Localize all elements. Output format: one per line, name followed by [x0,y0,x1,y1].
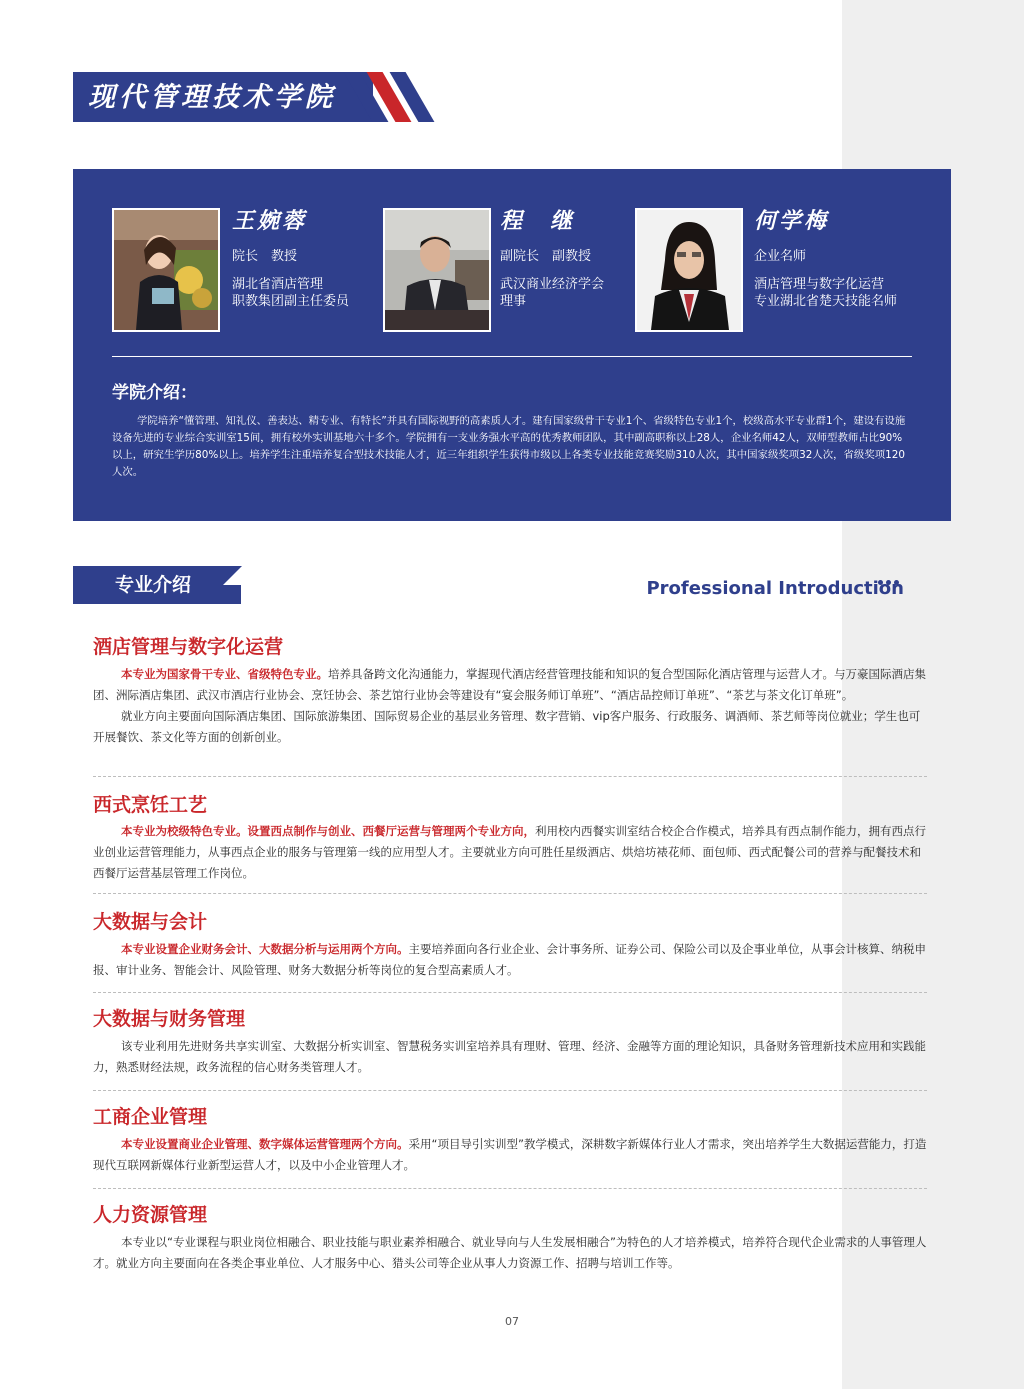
major-body [93,1134,927,1176]
leader-role-2: 副院长 副教授 [500,249,592,264]
major-paragraph [93,1036,927,1078]
major-paragraph [93,821,927,884]
section-title: 专业介绍 [114,574,191,596]
major-paragraph [93,664,927,706]
major-paragraph [93,939,927,981]
leader-role-1: 院长 教授 [232,249,298,264]
major-paragraph [93,1134,927,1176]
leader-title-1a: 湖北省酒店管理 [232,277,324,292]
major-title: 大数据与会计 [93,911,208,933]
major-highlight: 本专业设置商业企业管理、数字媒体运营管理两个方向。 [121,1137,409,1151]
section-title-en: Professional Introduction [646,578,904,599]
major-title: 大数据与财务管理 [93,1008,246,1030]
section-divider [93,893,927,894]
major-title: 西式烹饪工艺 [93,794,208,816]
major-body [93,1232,927,1274]
major-text: 采用“项目导引实训型”教学模式，深耕数字新媒体行业人才需求，突出培养学生大数据运营能力，打造现代互联网新媒体行业新型运营人才，以及中小企业管理人才。 [93,1137,927,1172]
major-body [93,664,927,748]
panel-divider [112,356,912,357]
major-text: 就业方向主要面向国际酒店集团、国际旅游集团、国际贸易企业的基层业务管理、数字营销、vip客户服务、行政服务、调酒师、茶艺师等岗位就业；学生也可开展餐饮、茶文化等方面的创新创业。 [93,709,921,744]
intro-text: 学院培养“懂管理、知礼仪、善表达、精专业、有特长”并具有国际视野的高素质人才。建有国家级骨干专业1个、省级特色专业1个，校级高水平专业群1个，建设有设施设备先进的专业综合实训室15间，拥有校外实训基地六十多个。学院拥有一支业务强水平高的优秀教师团队，其中副高职称以上28人，企业名师42人，双师型教师占比90%以上，研究生学历80%以上。培养学生注重培养复合型技术技能人才，近三年组织学生获得市级以上各类专业技能竞赛奖励310人次，其中国家级奖项32人次，省级奖项120人次。 [112,415,906,478]
leader-title-1b: 职教集团副主任委员 [232,294,350,309]
major-paragraph [93,1232,927,1274]
major-title: 工商企业管理 [93,1106,208,1128]
major-text: 该专业利用先进财务共享实训室、大数据分析实训室、智慧税务实训室培养具有理财、管理、经济、金融等方面的理论知识，具备财务管理新技术应用和实践能力，熟悉财经法规，政务流程的信心财务类管理人才。 [93,1039,926,1074]
leader-title-3a: 酒店管理与数字化运营 [754,277,885,292]
leader-title-2b: 理事 [500,294,527,309]
major-title: 酒店管理与数字化运营 [93,636,284,658]
section-divider [93,992,927,993]
section-divider [93,776,927,777]
major-highlight: 本专业为校级特色专业。设置西点制作与创业、西餐厅运营与管理两个专业方向， [121,824,535,838]
major-body [93,939,927,981]
major-text: 培养具备跨文化沟通能力，掌握现代酒店经营管理技能和知识的复合型国际化酒店管理与运营人才。与万豪国际酒店集团、洲际酒店集团、武汉市酒店行业协会、烹饪协会、茶艺馆行业协会等建设有“宴会服务师订单班”、“酒店品控师订单班”、“茶艺与茶文化订单班”。 [93,667,926,702]
college-title: 现代管理技术学院 [88,82,336,113]
major-body [93,821,927,884]
leader-name-2: 程 继 [500,208,576,234]
leader-name-1: 王婉蓉 [232,208,308,234]
section-divider [93,1188,927,1189]
major-text: 本专业以“专业课程与职业岗位相融合、职业技能与职业素养相融合、就业导向与人生发展相融合”为特色的人才培养模式，培养符合现代企业需求的人事管理人才。就业方向主要面向在各类企事业单位、人才服务中心、猎头公司等企业从事人力资源工作、招聘与培训工作等。 [93,1235,927,1270]
major-paragraph [93,706,927,748]
leader-title-2a: 武汉商业经济学会 [500,277,605,292]
section-divider [93,1090,927,1091]
leader-photo-1 [112,208,220,332]
intro-title: 学院介绍： [112,383,197,403]
page-number: 07 [505,1315,519,1328]
leader-name-3: 何学梅 [754,208,830,234]
leader-title-3b: 专业湖北省楚天技能名师 [754,294,898,309]
leader-photo-3 [635,208,743,332]
major-text: 利用校内西餐实训室结合校企合作模式，培养具有西点制作能力，拥有西点行业创业运营管理能力，从事西点企业的服务与管理第一线的应用型人才。主要就业方向可胜任星级酒店、烘焙坊裱花师、面包师、西式配餐公司的营养与配餐技术和西餐厅运营基层管理工作岗位。 [93,824,926,880]
major-title: 人力资源管理 [93,1204,208,1226]
leader-photo-2 [383,208,491,332]
major-text: 主要培养面向各行业企业、会计事务所、证券公司、保险公司以及企事业单位，从事会计核算、纳税申报、审计业务、智能会计、风险管理、财务大数据分析等岗位的复合型高素质人才。 [93,942,926,977]
major-highlight: 本专业设置企业财务会计、大数据分析与运用两个方向。 [121,942,409,956]
major-highlight: 本专业为国家骨干专业、省级特色专业。 [121,667,328,681]
leader-role-3: 企业名师 [754,249,807,264]
major-body [93,1036,927,1078]
